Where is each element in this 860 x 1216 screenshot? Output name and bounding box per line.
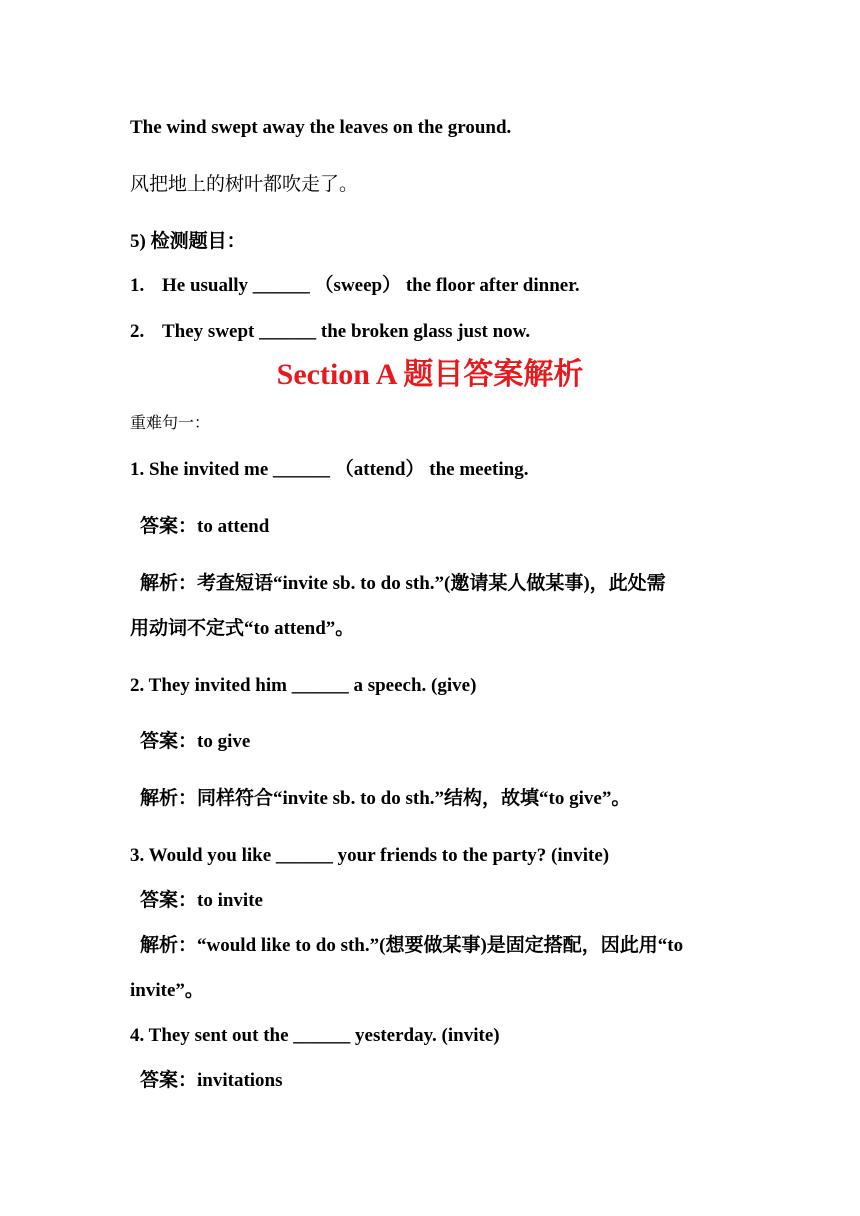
answer-4: 答案：invitations bbox=[140, 1070, 283, 1091]
explanation-1-line-1: 解析：考查短语“invite sb. to do sth.”(邀请某人做某事)，此处需 bbox=[140, 573, 666, 594]
exercise-item-2 bbox=[130, 320, 530, 344]
exercise-text: He usually ______ （sweep） the floor after dinner. bbox=[162, 275, 580, 296]
question-4: 4. They sent out the ______ yesterday. (invite) bbox=[130, 1025, 500, 1046]
exercise-number: 1. bbox=[130, 275, 145, 296]
answer-2: 答案：to give bbox=[140, 731, 251, 752]
question-2: 2. They invited him ______ a speech. (give) bbox=[130, 675, 477, 696]
explanation-2: 解析：同样符合“invite sb. to do sth.”结构，故填“to give”。 bbox=[140, 788, 631, 809]
explanation-3-line-1: 解析：“would like to do sth.”(想要做某事)是固定搭配，因此用“to bbox=[140, 935, 684, 956]
question-1: 1. She invited me ______ （attend） the meeting. bbox=[130, 459, 529, 480]
explanation-1-line-2: 用动词不定式“to attend”。 bbox=[130, 618, 355, 639]
answer-3: 答案：to invite bbox=[140, 890, 263, 911]
exercise-heading: 5) 检测题目： bbox=[130, 231, 246, 252]
example-sentence-english: The wind swept away the leaves on the ground. bbox=[130, 117, 512, 138]
question-3: 3. Would you like ______ your friends to the party? (invite) bbox=[130, 845, 610, 866]
section-title: Section A 题目答案解析 bbox=[276, 358, 584, 391]
section-subtitle: 重难句一： bbox=[130, 415, 211, 432]
explanation-3-line-2: invite”。 bbox=[130, 980, 204, 1001]
exercise-item-1 bbox=[130, 274, 580, 298]
answer-1: 答案：to attend bbox=[140, 516, 270, 537]
exercise-text: They swept ______ the broken glass just now. bbox=[162, 321, 531, 342]
exercise-number: 2. bbox=[130, 321, 145, 342]
example-sentence-chinese: 风把地上的树叶都吹走了。 bbox=[130, 174, 359, 195]
